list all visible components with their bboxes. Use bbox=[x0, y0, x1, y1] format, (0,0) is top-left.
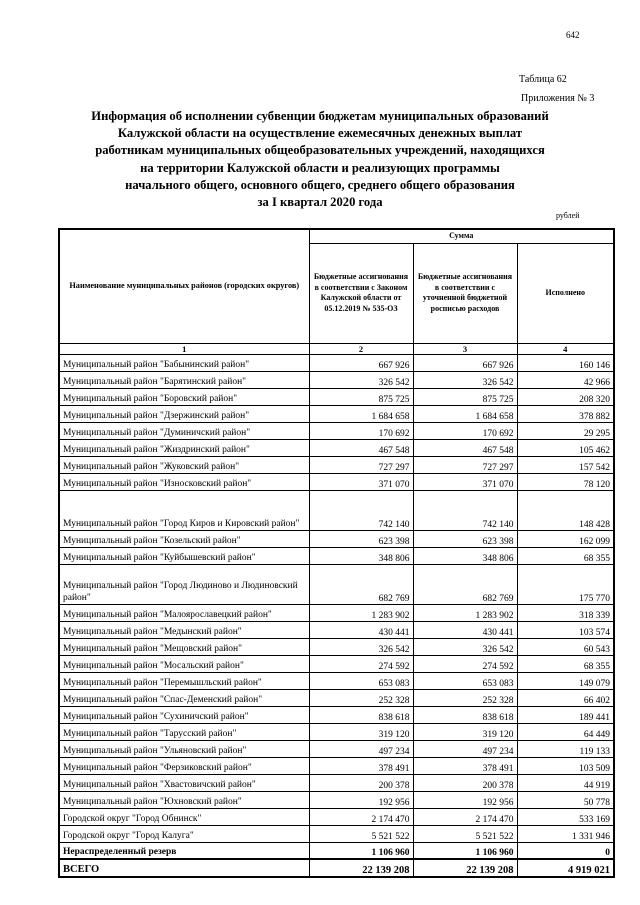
cell-plan: 430 441 bbox=[413, 621, 517, 638]
units-label: рублей bbox=[556, 211, 580, 220]
cell-law: 1 684 658 bbox=[309, 405, 413, 422]
cell-name: Муниципальный район "Жуковский район" bbox=[59, 456, 309, 473]
table-row bbox=[59, 473, 614, 490]
title-line: на территории Калужской области и реализующих программы bbox=[140, 160, 500, 175]
cell-name: Муниципальный район "Мосальский район" bbox=[59, 655, 309, 672]
cell-done: 66 402 bbox=[517, 689, 614, 706]
cell-name: Муниципальный район "Козельский район" bbox=[59, 530, 309, 547]
header-plan: Бюджетные ассигнования в соответствии с уточненной бюджетной росписью расходов bbox=[413, 243, 517, 343]
cell-name: Муниципальный район "Спас-Деменский район" bbox=[59, 689, 309, 706]
cell-done: 42 966 bbox=[517, 371, 614, 388]
cell-plan: 838 618 bbox=[413, 706, 517, 723]
table-row bbox=[59, 439, 614, 456]
cell-plan: 623 398 bbox=[413, 530, 517, 547]
cell-law: 653 083 bbox=[309, 672, 413, 689]
cell-law: 742 140 bbox=[309, 490, 413, 530]
table-row bbox=[59, 655, 614, 672]
cell-plan: 5 521 522 bbox=[413, 825, 517, 842]
cell-law: 727 297 bbox=[309, 456, 413, 473]
cell-plan: 653 083 bbox=[413, 672, 517, 689]
cell-law: 682 769 bbox=[309, 564, 413, 604]
cell-name: Муниципальный район "Медынский район" bbox=[59, 621, 309, 638]
table-row bbox=[59, 757, 614, 774]
table-row bbox=[59, 638, 614, 655]
cell-law: 623 398 bbox=[309, 530, 413, 547]
cell-name: Муниципальный район "Сухиничский район" bbox=[59, 706, 309, 723]
document-title bbox=[60, 108, 580, 211]
cell-name: Муниципальный район "Думиничский район" bbox=[59, 422, 309, 439]
cell-done: 175 770 bbox=[517, 564, 614, 604]
table-row bbox=[59, 604, 614, 621]
table-row bbox=[59, 456, 614, 473]
cell-law: 274 592 bbox=[309, 655, 413, 672]
table-row bbox=[59, 405, 614, 422]
table-label: Таблица 62 bbox=[519, 74, 567, 85]
cell-name: Муниципальный район "Ульяновский район" bbox=[59, 740, 309, 757]
cell-law: 467 548 bbox=[309, 439, 413, 456]
cell-done: 44 919 bbox=[517, 774, 614, 791]
cell-done: 533 169 bbox=[517, 808, 614, 825]
index-cell: 2 bbox=[309, 343, 413, 354]
cell-done: 103 574 bbox=[517, 621, 614, 638]
cell-plan: 371 070 bbox=[413, 473, 517, 490]
cell-name: Муниципальный район "Боровский район" bbox=[59, 388, 309, 405]
cell-done: 208 320 bbox=[517, 388, 614, 405]
cell-name: Муниципальный район "Куйбышевский район" bbox=[59, 547, 309, 564]
cell-plan: 319 120 bbox=[413, 723, 517, 740]
cell-plan: 326 542 bbox=[413, 371, 517, 388]
cell-name: Муниципальный район "Хвастовичский район" bbox=[59, 774, 309, 791]
cell-law: 348 806 bbox=[309, 547, 413, 564]
cell-plan: 378 491 bbox=[413, 757, 517, 774]
title-line: работникам муниципальных общеобразовательных учреждений, находящихся bbox=[95, 143, 545, 158]
cell-law: 5 521 522 bbox=[309, 825, 413, 842]
title-line: Калужской области на осуществление ежемесячных денежных выплат bbox=[117, 126, 523, 141]
cell-plan: 467 548 bbox=[413, 439, 517, 456]
table-row bbox=[59, 530, 614, 547]
cell-done: 157 542 bbox=[517, 456, 614, 473]
cell-done: 68 355 bbox=[517, 547, 614, 564]
cell-done: 1 331 946 bbox=[517, 825, 614, 842]
cell-done: 0 bbox=[517, 842, 614, 859]
cell-name: Муниципальный район "Тарусский район" bbox=[59, 723, 309, 740]
cell-plan: 200 378 bbox=[413, 774, 517, 791]
cell-name: Муниципальный район "Износковский район" bbox=[59, 473, 309, 490]
table-row bbox=[59, 791, 614, 808]
cell-plan: 252 328 bbox=[413, 689, 517, 706]
cell-law: 170 692 bbox=[309, 422, 413, 439]
table-row bbox=[59, 723, 614, 740]
table-row bbox=[59, 354, 614, 371]
cell-done: 160 146 bbox=[517, 354, 614, 371]
cell-plan: 170 692 bbox=[413, 422, 517, 439]
cell-plan: 1 106 960 bbox=[413, 842, 517, 859]
cell-law: 2 174 470 bbox=[309, 808, 413, 825]
cell-law: 371 070 bbox=[309, 473, 413, 490]
cell-done: 149 079 bbox=[517, 672, 614, 689]
table-row bbox=[59, 490, 614, 530]
cell-name: Муниципальный район "Ферзиковский район" bbox=[59, 757, 309, 774]
cell-done: 119 133 bbox=[517, 740, 614, 757]
cell-plan: 192 956 bbox=[413, 791, 517, 808]
table-row bbox=[59, 672, 614, 689]
cell-done: 29 295 bbox=[517, 422, 614, 439]
cell-done: 318 339 bbox=[517, 604, 614, 621]
cell-law: 252 328 bbox=[309, 689, 413, 706]
cell-done: 189 441 bbox=[517, 706, 614, 723]
cell-name: Муниципальный район "Город Киров и Кировский район" bbox=[59, 490, 309, 530]
cell-law: 430 441 bbox=[309, 621, 413, 638]
cell-name: Городской округ "Город Обнинск" bbox=[59, 808, 309, 825]
index-cell: 1 bbox=[59, 343, 309, 354]
cell-plan: 682 769 bbox=[413, 564, 517, 604]
table-row bbox=[59, 774, 614, 791]
table-row bbox=[59, 547, 614, 564]
cell-done: 68 355 bbox=[517, 655, 614, 672]
cell-name: Муниципальный район "Дзержинский район" bbox=[59, 405, 309, 422]
cell-plan: 2 174 470 bbox=[413, 808, 517, 825]
cell-law: 875 725 bbox=[309, 388, 413, 405]
cell-plan: 875 725 bbox=[413, 388, 517, 405]
appendix-label: Приложения № 3 bbox=[521, 93, 595, 104]
cell-plan: 727 297 bbox=[413, 456, 517, 473]
cell-done: 162 099 bbox=[517, 530, 614, 547]
table-row bbox=[59, 621, 614, 638]
cell-plan: 274 592 bbox=[413, 655, 517, 672]
cell-law: 200 378 bbox=[309, 774, 413, 791]
cell-name: Муниципальный район "Город Людиново и Людиновский район" bbox=[59, 564, 309, 604]
cell-done: 378 882 bbox=[517, 405, 614, 422]
header-done: Исполнено bbox=[517, 243, 614, 343]
cell-plan: 667 926 bbox=[413, 354, 517, 371]
cell-done: 60 543 bbox=[517, 638, 614, 655]
cell-law: 378 491 bbox=[309, 757, 413, 774]
table-row bbox=[59, 825, 614, 842]
cell-name: Муниципальный район "Барятинский район" bbox=[59, 371, 309, 388]
table-row bbox=[59, 371, 614, 388]
cell-plan: 1 283 902 bbox=[413, 604, 517, 621]
cell-law: 192 956 bbox=[309, 791, 413, 808]
cell-name: ВСЕГО bbox=[59, 859, 309, 877]
table-row bbox=[59, 808, 614, 825]
cell-plan: 22 139 208 bbox=[413, 859, 517, 877]
cell-name: Муниципальный район "Бабынинский район" bbox=[59, 354, 309, 371]
cell-plan: 348 806 bbox=[413, 547, 517, 564]
header-law: Бюджетные ассигнования в соответствии с Законом Калужской области от 05.12.2019 № 535-ОЗ bbox=[309, 243, 413, 343]
table-row bbox=[59, 689, 614, 706]
table-row bbox=[59, 388, 614, 405]
cell-done: 64 449 bbox=[517, 723, 614, 740]
cell-law: 326 542 bbox=[309, 371, 413, 388]
cell-name: Нераспределенный резерв bbox=[59, 842, 309, 859]
cell-name: Муниципальный район "Малоярославецкий район" bbox=[59, 604, 309, 621]
cell-law: 1 283 902 bbox=[309, 604, 413, 621]
reserve-row bbox=[59, 842, 614, 859]
title-line: Информация об исполнении субвенции бюджетам муниципальных образований bbox=[91, 109, 549, 123]
cell-name: Городской округ "Город Калуга" bbox=[59, 825, 309, 842]
cell-law: 319 120 bbox=[309, 723, 413, 740]
cell-done: 105 462 bbox=[517, 439, 614, 456]
table-row bbox=[59, 740, 614, 757]
cell-name: Муниципальный район "Жиздринский район" bbox=[59, 439, 309, 456]
header-name: Наименование муниципальных районов (городских округов) bbox=[59, 229, 309, 343]
page-number: 642 bbox=[566, 30, 580, 40]
cell-plan: 326 542 bbox=[413, 638, 517, 655]
cell-done: 78 120 bbox=[517, 473, 614, 490]
cell-law: 838 618 bbox=[309, 706, 413, 723]
table-row bbox=[59, 706, 614, 723]
cell-law: 326 542 bbox=[309, 638, 413, 655]
cell-plan: 742 140 bbox=[413, 490, 517, 530]
cell-done: 4 919 021 bbox=[517, 859, 614, 877]
cell-name: Муниципальный район "Перемышльский район" bbox=[59, 672, 309, 689]
cell-done: 148 428 bbox=[517, 490, 614, 530]
index-cell: 3 bbox=[413, 343, 517, 354]
index-row bbox=[59, 343, 614, 354]
index-cell: 4 bbox=[517, 343, 614, 354]
total-row bbox=[59, 859, 614, 877]
header-sum: Сумма bbox=[309, 229, 614, 243]
cell-done: 103 509 bbox=[517, 757, 614, 774]
cell-name: Муниципальный район "Юхновский район" bbox=[59, 791, 309, 808]
table-row bbox=[59, 422, 614, 439]
title-line: за I квартал 2020 года bbox=[257, 195, 383, 210]
subvention-table bbox=[58, 228, 615, 878]
table-row bbox=[59, 564, 614, 604]
cell-plan: 1 684 658 bbox=[413, 405, 517, 422]
cell-law: 667 926 bbox=[309, 354, 413, 371]
cell-law: 497 234 bbox=[309, 740, 413, 757]
title-line: начального общего, основного общего, среднего общего образования bbox=[125, 177, 515, 192]
cell-law: 1 106 960 bbox=[309, 842, 413, 859]
cell-plan: 497 234 bbox=[413, 740, 517, 757]
cell-done: 50 778 bbox=[517, 791, 614, 808]
cell-law: 22 139 208 bbox=[309, 859, 413, 877]
cell-name: Муниципальный район "Мещовский район" bbox=[59, 638, 309, 655]
